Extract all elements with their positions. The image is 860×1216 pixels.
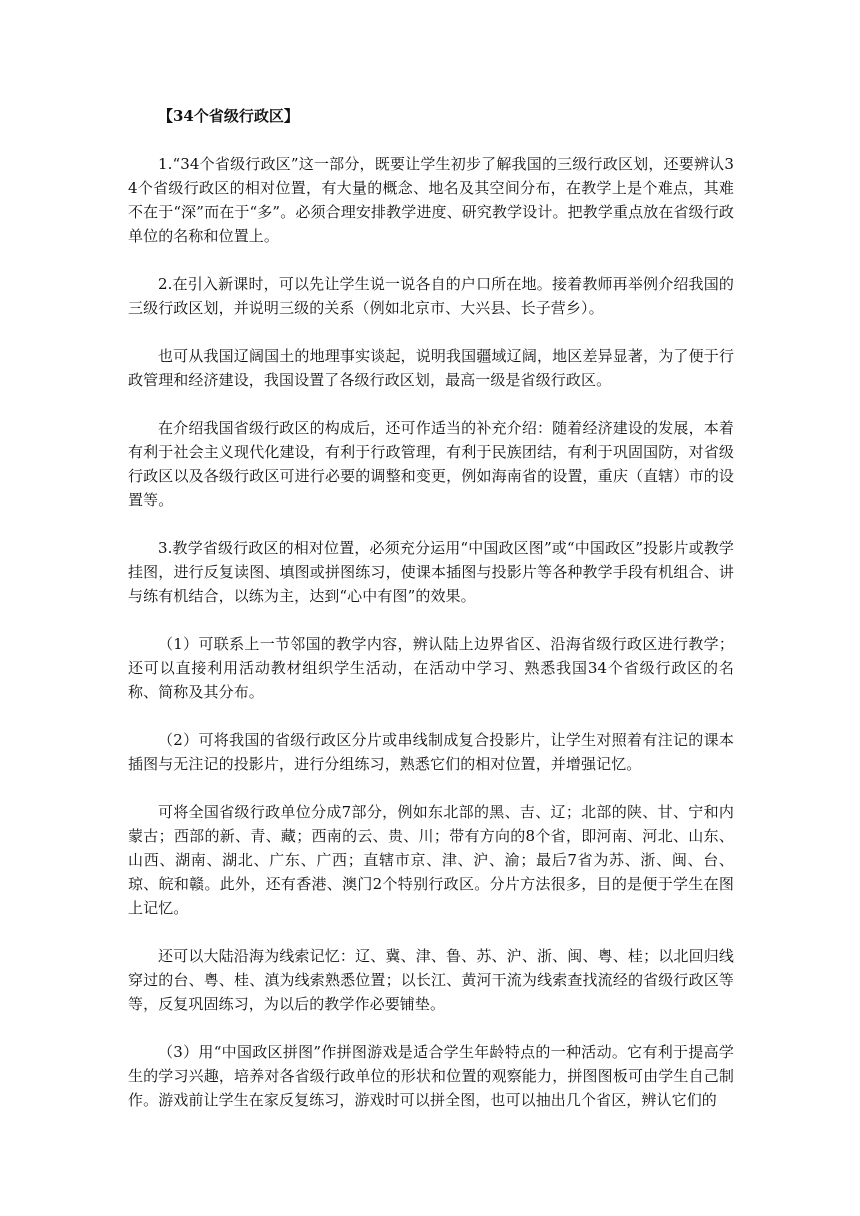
paragraph-6: （1）可联系上一节邻国的教学内容，辨认陆上边界省区、沿海省级行政区进行教学；还可以直接利用活动教材组织学生活动，在活动中学习、熟悉我国34个省级行政区的名称、简称及其分布。 xyxy=(128,635,734,701)
paragraph-2: 2.在引入新课时，可以先让学生说一说各自的户口所在地。接着教师再举例介绍我国的三级行政区划，并说明三级的关系（例如北京市、大兴县、长子营乡）。 xyxy=(128,275,734,317)
paragraph-9: 还可以大陆沿海为线索记忆：辽、冀、津、鲁、苏、沪、浙、闽、粤、桂；以北回归线穿过的台、粤、桂、滇为线索熟悉位置；以长江、黄河干流为线索查找流经的省级行政区等等，反复巩固练习，为以后的教学作必要铺垫。 xyxy=(128,947,734,1013)
paragraph-5: 3.教学省级行政区的相对位置，必须充分运用“中国政区图”或“中国政区”投影片或教学挂图，进行反复读图、填图或拼图练习，使课本插图与投影片等各种教学手段有机组合、讲与练有机结合，以练为主，达到“心中有图”的效果。 xyxy=(128,539,734,605)
document-body xyxy=(128,104,734,1112)
paragraph-3: 也可从我国辽阔国土的地理事实谈起，说明我国疆域辽阔，地区差异显著，为了便于行政管理和经济建设，我国设置了各级行政区划，最高一级是省级行政区。 xyxy=(128,347,734,389)
paragraph-10: （3）用“中国政区拼图”作拼图游戏是适合学生年龄特点的一种活动。它有利于提高学生的学习兴趣，培养对各省级行政单位的形状和位置的观察能力，拼图图板可由学生自己制作。游戏前让学生在家反复练习，游戏时可以拼全图，也可以抽出几个省区，辨认它们的 xyxy=(128,1043,734,1109)
paragraph-1: 1.“34个省级行政区”这一部分，既要让学生初步了解我国的三级行政区划，还要辨认34个省级行政区的相对位置，有大量的概念、地名及其空间分布，在教学上是个难点，其难不在于“深”而在于“多”。必须合理安排教学进度、研究教学设计。把教学重点放在省级行政单位的名称和位置上。 xyxy=(128,155,734,245)
paragraph-8: 可将全国省级行政单位分成7部分，例如东北部的黑、吉、辽；北部的陕、甘、宁和内蒙古；西部的新、青、藏；西南的云、贵、川；带有方向的8个省，即河南、河北、山东、山西、湖南、湖北、广东、广西；直辖市京、津、沪、渝；最后7省为苏、浙、闽、台、琼、皖和赣。此外，还有香港、澳门2个特别行政区。分片方法很多，目的是便于学生在图上记忆。 xyxy=(128,803,734,917)
paragraph-7: （2）可将我国的省级行政区分片或串线制成复合投影片，让学生对照着有注记的课本插图与无注记的投影片，进行分组练习，熟悉它们的相对位置，并增强记忆。 xyxy=(128,731,734,773)
paragraph-4: 在介绍我国省级行政区的构成后，还可作适当的补充介绍：随着经济建设的发展，本着有利于社会主义现代化建设，有利于行政管理，有利于民族团结，有利于巩固国防，对省级行政区以及各级行政区可进行必要的调整和变更，例如海南省的设置，重庆（直辖）市的设置等。 xyxy=(128,419,734,509)
section-title: 【34个省级行政区】 xyxy=(158,107,299,125)
